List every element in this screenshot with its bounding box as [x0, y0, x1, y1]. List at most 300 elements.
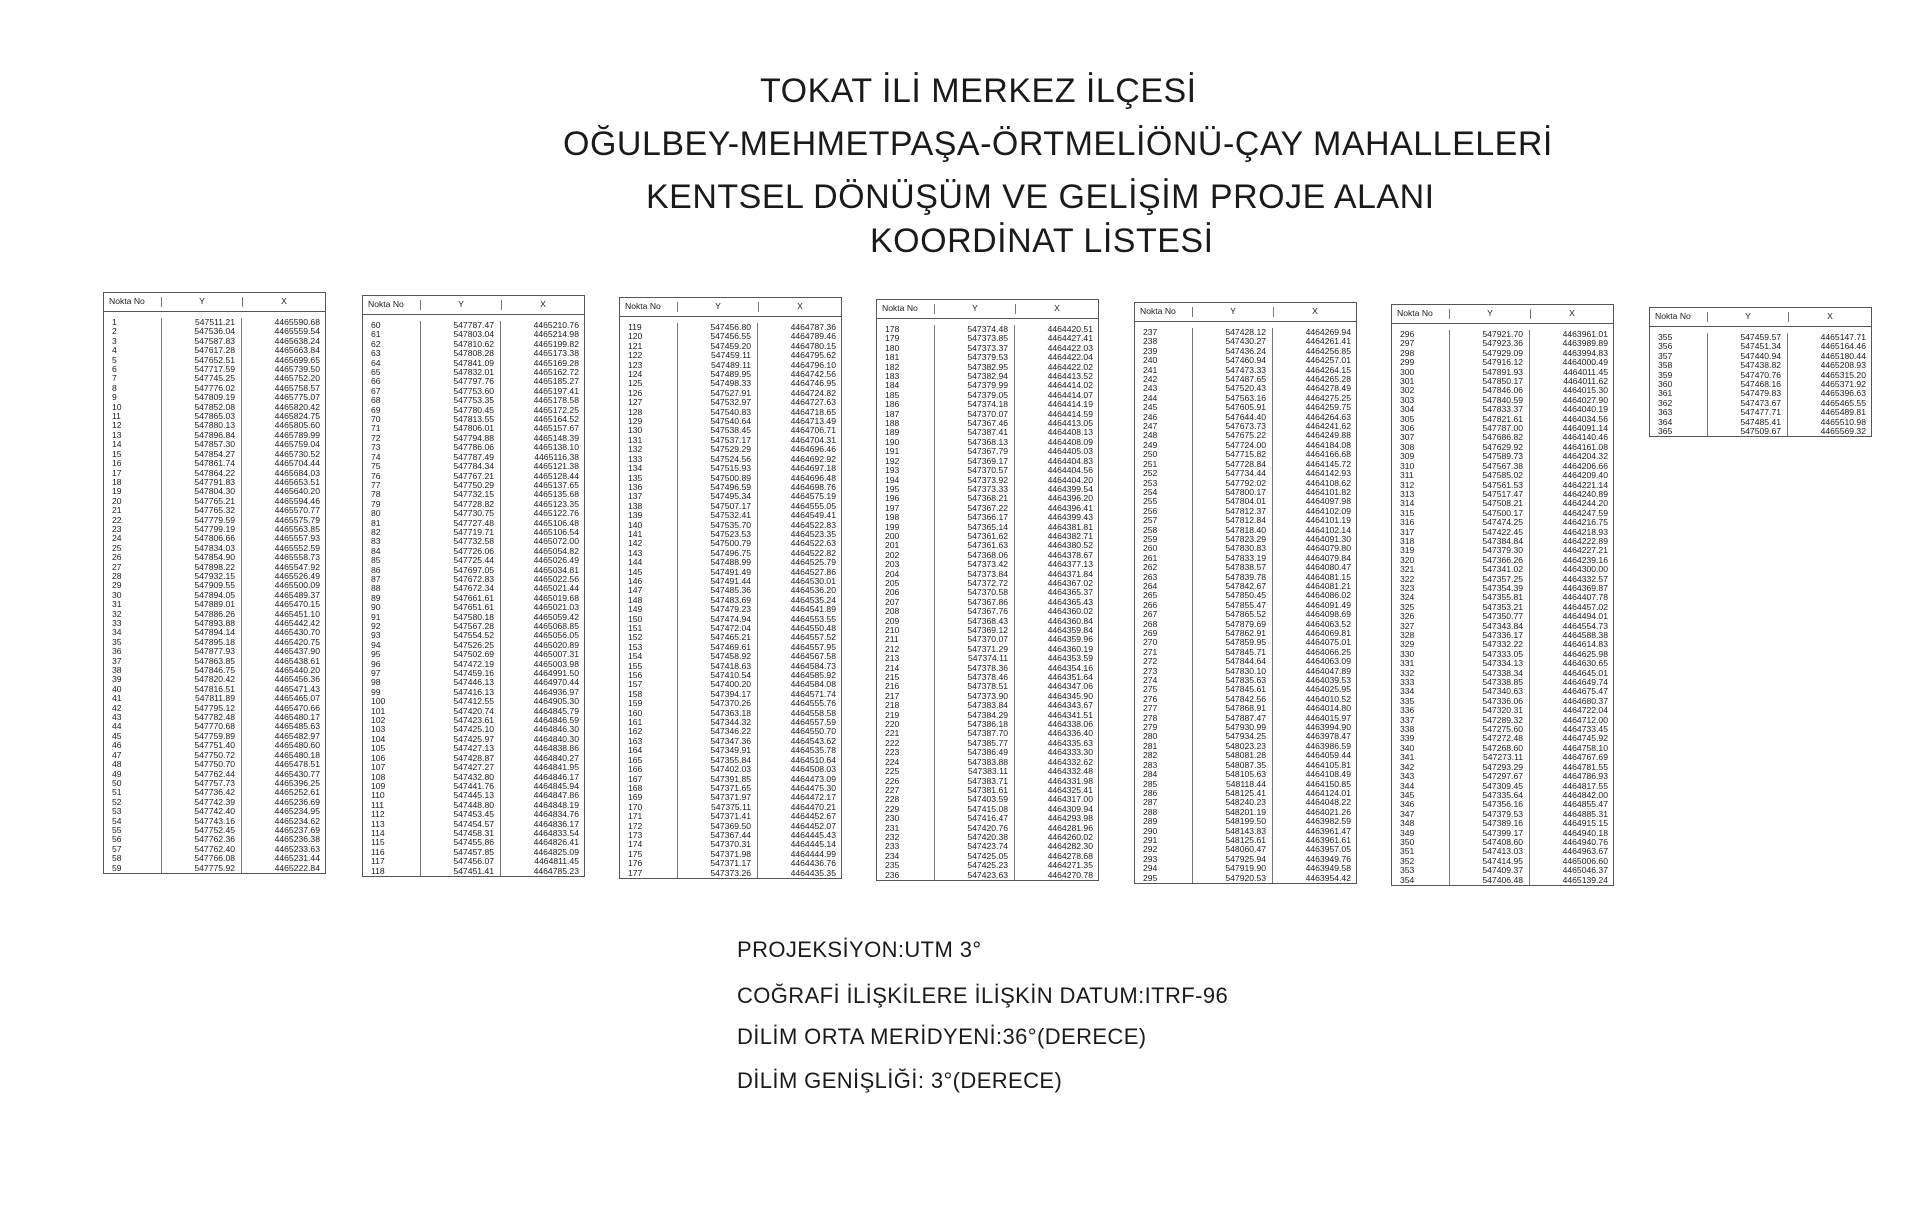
y-coordinate-cell: 547500.79 [710, 538, 751, 549]
point-no-cell: 352 [1400, 855, 1415, 866]
point-no-cell: 183 [885, 371, 900, 382]
point-no-cell: 264 [1143, 580, 1158, 591]
point-no-cell: 70 [371, 414, 381, 425]
x-coordinate-cell: 4464011.62 [1563, 376, 1608, 387]
y-coordinate-cell: 547354.39 [1482, 582, 1523, 593]
point-no-cell: 301 [1400, 376, 1415, 387]
point-no-cell: 82 [371, 526, 381, 537]
y-coordinate-cell: 548125.41 [1225, 787, 1266, 798]
y-coordinate-cell: 547374.48 [967, 324, 1008, 334]
y-coordinate-cell: 547372.72 [967, 577, 1008, 588]
y-coordinate-cell: 547367.76 [967, 606, 1008, 617]
y-coordinate-cell: 547823.29 [1225, 533, 1266, 544]
column-header-x: X [540, 299, 546, 310]
y-coordinate-cell: 547456.55 [710, 331, 751, 342]
column-header-x: X [1569, 308, 1575, 319]
x-coordinate-cell: 4465007.31 [533, 649, 579, 660]
point-no-cell: 46 [112, 740, 122, 751]
y-coordinate-cell: 547459.11 [711, 350, 751, 361]
x-coordinate-cell: 4465106.54 [533, 526, 579, 537]
point-no-cell: 132 [628, 444, 643, 455]
point-no-cell: 244 [1143, 392, 1158, 403]
point-no-cell: 185 [885, 389, 900, 400]
y-coordinate-cell: 547804.01 [1225, 496, 1266, 507]
x-coordinate-cell: 4465451.10 [274, 608, 320, 619]
point-no-cell: 231 [885, 822, 900, 833]
y-coordinate-cell: 547762.36 [194, 834, 235, 845]
x-coordinate-cell: 4465557.93 [274, 533, 320, 544]
x-coordinate-cell: 4464367.02 [1047, 577, 1093, 588]
y-coordinate-cell: 547797.76 [453, 376, 494, 387]
point-no-cell: 320 [1400, 554, 1415, 565]
point-no-cell: 349 [1400, 827, 1415, 838]
point-no-cell: 12 [112, 420, 122, 431]
point-no-cell: 98 [371, 677, 381, 688]
x-coordinate-cell: 4464567.58 [790, 651, 836, 662]
point-no-cell: 75 [371, 461, 381, 472]
x-coordinate-cell: 4464527.86 [790, 566, 836, 577]
point-no-cell: 171 [628, 811, 643, 822]
x-coordinate-cell: 4465558.73 [274, 552, 320, 563]
point-no-cell: 267 [1143, 609, 1158, 620]
y-coordinate-cell: 547432.80 [453, 771, 494, 782]
x-coordinate-cell: 4464399.43 [1047, 512, 1093, 523]
x-coordinate-cell: 4464713.49 [790, 416, 836, 427]
point-no-cell: 354 [1400, 874, 1415, 885]
point-no-cell: 74 [371, 451, 381, 462]
y-coordinate-cell: 547309.45 [1482, 780, 1523, 791]
y-coordinate-cell: 547458.31 [453, 827, 494, 838]
point-no-cell: 302 [1400, 385, 1415, 396]
point-no-cell: 163 [628, 735, 643, 746]
x-coordinate-cell: 4464140.46 [1562, 432, 1608, 443]
point-no-cell: 311 [1400, 470, 1414, 481]
y-coordinate-cell: 547808.28 [453, 348, 494, 359]
column-header-y: Y [162, 297, 243, 306]
x-coordinate-cell: 4464553.55 [790, 613, 836, 624]
point-no-cell: 312 [1400, 479, 1415, 490]
y-coordinate-cell: 547436.24 [1225, 345, 1266, 356]
x-coordinate-cell: 4464351.64 [1047, 672, 1093, 683]
x-coordinate-cell: 4465440.20 [274, 665, 320, 676]
y-coordinate-cell: 547629.92 [1482, 441, 1523, 452]
y-coordinate-cell: 547894.05 [194, 589, 235, 600]
point-no-cell: 269 [1143, 628, 1158, 638]
y-coordinate-column [1450, 330, 1530, 885]
x-coordinate-cell: 4465482.97 [274, 730, 320, 741]
x-coordinate-cell: 4464360.84 [1047, 615, 1093, 626]
table-header [877, 300, 1098, 319]
y-coordinate-cell: 548105.63 [1225, 769, 1266, 780]
x-coordinate-cell: 4465552.59 [274, 542, 320, 553]
document-title-line-2: OĞULBEY-MEHMETPAŞA-ÖRTMELİÖNÜ-ÇAY MAHALLELERİ [563, 125, 1553, 163]
x-coordinate-cell: 4464244.20 [1562, 498, 1608, 509]
y-coordinate-cell: 547766.08 [194, 853, 235, 864]
x-coordinate-cell: 4465480.60 [274, 740, 320, 751]
y-coordinate-cell: 547820.42 [194, 674, 235, 685]
point-no-cell: 229 [885, 803, 900, 814]
y-coordinate-cell: 547353.21 [1482, 601, 1523, 612]
point-no-cell: 71 [371, 423, 381, 434]
point-no-cell: 334 [1400, 686, 1415, 697]
point-no-cell: 6 [112, 364, 117, 375]
point-no-cell: 156 [628, 670, 643, 681]
x-coordinate-cell: 4464846.17 [533, 771, 579, 782]
x-coordinate-cell: 4464555.76 [790, 698, 836, 709]
point-no-cell: 216 [885, 681, 900, 692]
point-no-cell: 93 [371, 630, 381, 641]
y-coordinate-cell: 547425.23 [967, 860, 1008, 871]
point-no-cell: 73 [371, 442, 381, 453]
x-coordinate-cell: 4464558.58 [790, 707, 836, 718]
x-coordinate-cell: 4465197.41 [533, 385, 579, 396]
y-coordinate-cell: 547373.90 [967, 690, 1008, 701]
y-coordinate-cell: 547485.41 [1740, 416, 1781, 427]
y-coordinate-cell: 547894.14 [194, 627, 235, 638]
point-no-cell: 214 [885, 662, 900, 673]
point-no-cell: 127 [628, 397, 643, 408]
x-coordinate-cell: 4463961.01 [1562, 329, 1608, 339]
x-coordinate-cell: 4464282.30 [1047, 841, 1093, 852]
y-coordinate-cell: 547408.60 [1482, 836, 1523, 847]
x-coordinate-cell: 4464510.64 [790, 754, 836, 765]
point-no-cell: 304 [1400, 404, 1415, 415]
y-coordinate-cell: 547537.17 [710, 434, 751, 445]
y-coordinate-cell: 547500.89 [710, 472, 751, 483]
y-coordinate-cell: 547920.53 [1225, 872, 1266, 883]
point-no-cell: 182 [885, 361, 900, 372]
point-no-cell: 152 [628, 632, 643, 643]
point-no-cell: 204 [885, 568, 900, 579]
x-coordinate-cell: 4464333.30 [1047, 747, 1093, 758]
point-no-cell: 202 [885, 549, 900, 560]
x-coordinate-cell: 4464382.71 [1047, 530, 1093, 541]
point-no-cell: 21 [112, 505, 122, 516]
point-no-cell: 81 [371, 517, 381, 528]
point-no-cell: 254 [1143, 486, 1158, 497]
x-coordinate-cell: 4465396.63 [1820, 388, 1866, 399]
y-coordinate-cell: 547672.34 [453, 583, 494, 594]
y-coordinate-cell: 547921.70 [1482, 329, 1523, 339]
x-coordinate-cell: 4464396.41 [1047, 502, 1093, 513]
x-coordinate-cell: 4465006.60 [1562, 855, 1608, 866]
point-no-cell: 131 [628, 434, 643, 445]
x-coordinate-cell: 4465559.54 [274, 326, 320, 337]
point-no-cell: 255 [1143, 496, 1158, 507]
x-coordinate-cell: 4464079.84 [1305, 552, 1351, 563]
y-coordinate-cell: 547370.07 [967, 408, 1008, 419]
y-coordinate-cell: 547495.34 [710, 491, 751, 502]
x-coordinate-cell: 4464571.74 [790, 688, 836, 699]
x-coordinate-cell: 4465019.68 [533, 592, 579, 603]
point-no-cell: 113 [371, 818, 385, 829]
x-coordinate-cell: 4464047.89 [1305, 665, 1351, 676]
y-coordinate-cell: 547782.48 [194, 712, 235, 723]
y-coordinate-cell: 547532.41 [710, 510, 751, 521]
x-coordinate-cell: 4464557.95 [790, 641, 836, 652]
x-coordinate-cell: 4464338.06 [1047, 719, 1093, 730]
x-coordinate-cell: 4465214.98 [533, 329, 579, 340]
x-coordinate-cell: 4465470.66 [274, 702, 320, 713]
point-no-column [620, 323, 678, 878]
point-no-cell: 300 [1400, 366, 1415, 377]
y-coordinate-cell: 547379.99 [967, 380, 1008, 391]
point-no-cell: 357 [1658, 350, 1673, 361]
point-no-cell: 194 [885, 474, 900, 485]
coordinate-table-5 [1134, 302, 1357, 884]
x-coordinate-cell: 4465210.76 [533, 320, 579, 330]
point-no-cell: 180 [885, 342, 900, 353]
y-coordinate-cell: 547459.57 [1740, 332, 1781, 342]
y-coordinate-cell: 547835.63 [1225, 675, 1266, 686]
point-no-cell: 339 [1400, 733, 1415, 744]
y-coordinate-cell: 547418.63 [710, 660, 751, 671]
point-no-cell: 154 [628, 651, 643, 662]
x-coordinate-cell: 4464281.96 [1047, 822, 1093, 833]
y-coordinate-cell: 547320.31 [1482, 705, 1523, 716]
y-coordinate-cell: 547767.21 [453, 470, 494, 481]
point-no-cell: 351 [1400, 846, 1415, 857]
y-coordinate-cell: 547415.08 [967, 803, 1008, 814]
x-coordinate-cell: 4465371.92 [1820, 379, 1866, 390]
x-coordinate-cell: 4464261.41 [1305, 336, 1351, 347]
y-coordinate-cell: 547784.34 [453, 461, 494, 472]
x-coordinate-cell: 4464781.55 [1562, 761, 1608, 772]
x-coordinate-cell: 4464240.89 [1562, 488, 1608, 499]
x-coordinate-cell: 4464584.08 [790, 679, 836, 690]
y-coordinate-cell: 547730.75 [453, 508, 494, 519]
y-coordinate-column [421, 321, 501, 876]
y-coordinate-cell: 547363.18 [710, 707, 751, 718]
point-no-cell: 245 [1143, 402, 1158, 413]
x-coordinate-cell: 4465199.82 [533, 338, 579, 349]
x-coordinate-cell: 4464091.14 [1562, 423, 1608, 434]
point-no-cell: 94 [371, 639, 381, 650]
point-no-cell: 331 [1400, 658, 1415, 669]
point-no-cell: 40 [112, 683, 122, 694]
point-no-cell: 332 [1400, 667, 1415, 678]
point-no-cell: 16 [112, 458, 122, 469]
point-no-cell: 306 [1400, 423, 1415, 434]
x-coordinate-cell: 4465147.71 [1820, 332, 1866, 342]
x-coordinate-cell: 4464247.59 [1562, 507, 1608, 518]
point-no-cell: 30 [112, 589, 122, 600]
x-coordinate-cell: 4464991.50 [533, 668, 579, 679]
y-coordinate-cell: 547893.88 [194, 618, 235, 628]
y-coordinate-cell: 548240.23 [1225, 797, 1266, 808]
point-no-cell: 26 [112, 552, 122, 563]
point-no-cell: 328 [1400, 630, 1415, 640]
x-coordinate-cell: 4464780.15 [790, 340, 836, 351]
y-coordinate-cell: 547370.31 [710, 839, 751, 850]
x-coordinate-cell: 4464184.08 [1305, 439, 1351, 450]
x-coordinate-cell: 4464408.09 [1047, 436, 1093, 447]
y-coordinate-cell: 547538.45 [710, 425, 751, 436]
x-coordinate-cell: 4464785.23 [533, 865, 579, 876]
y-coordinate-cell: 547378.46 [967, 672, 1008, 683]
x-coordinate-cell: 4465824.75 [274, 411, 320, 422]
point-no-cell: 365 [1658, 426, 1673, 437]
x-coordinate-cell: 4465638.24 [274, 335, 320, 346]
point-no-cell: 36 [112, 646, 122, 657]
x-coordinate-cell: 4464275.25 [1305, 392, 1351, 403]
x-coordinate-cell: 4464557.59 [790, 717, 836, 728]
y-coordinate-cell: 547750.29 [453, 479, 494, 490]
y-coordinate-cell: 547833.37 [1482, 404, 1523, 415]
point-no-cell: 268 [1143, 618, 1158, 629]
column-header-point-no: Nokta No [1135, 307, 1193, 316]
x-coordinate-cell: 4465575.79 [274, 514, 320, 525]
y-coordinate-cell: 547465.21 [710, 632, 751, 643]
point-no-cell: 358 [1658, 360, 1673, 371]
point-no-cell: 220 [885, 719, 900, 730]
x-coordinate-cell: 4464625.98 [1562, 648, 1608, 659]
point-no-cell: 130 [628, 425, 643, 436]
y-coordinate-cell: 547387.41 [967, 427, 1008, 438]
point-no-cell: 78 [371, 489, 381, 500]
y-coordinate-cell: 547752.45 [194, 824, 235, 835]
point-no-cell: 170 [628, 801, 643, 812]
y-coordinate-cell: 547335.64 [1482, 789, 1523, 800]
x-coordinate-cell: 4464269.94 [1305, 327, 1351, 337]
x-coordinate-cell: 4464145.72 [1305, 458, 1351, 469]
y-coordinate-cell: 547445.13 [453, 790, 494, 801]
x-coordinate-cell: 4465569.32 [1820, 426, 1866, 437]
y-coordinate-cell: 547734.44 [1225, 468, 1266, 479]
x-coordinate-cell: 4464063.52 [1305, 618, 1351, 629]
point-no-cell: 56 [112, 834, 122, 845]
x-coordinate-cell: 4464335.63 [1047, 737, 1093, 748]
y-coordinate-cell: 547535.70 [710, 519, 751, 530]
x-coordinate-cell: 4464845.79 [533, 705, 579, 716]
y-coordinate-cell: 547673.73 [1225, 421, 1266, 432]
point-no-cell: 27 [112, 561, 122, 572]
x-coordinate-cell: 4464522.82 [790, 547, 836, 558]
point-no-cell: 128 [628, 406, 643, 417]
x-coordinate-cell: 4464846.59 [533, 715, 579, 726]
x-coordinate-cell: 4465704.44 [274, 458, 320, 469]
point-no-cell: 230 [885, 813, 900, 824]
y-coordinate-cell: 547923.36 [1482, 338, 1523, 349]
x-coordinate-cell: 4465169.28 [533, 357, 579, 368]
y-coordinate-cell: 547508.21 [1482, 498, 1523, 509]
y-coordinate-cell: 547567.38 [1482, 460, 1523, 471]
y-coordinate-cell: 547403.59 [967, 794, 1008, 805]
point-no-cell: 280 [1143, 731, 1158, 742]
y-coordinate-cell: 547371.65 [710, 782, 751, 793]
point-no-cell: 364 [1658, 416, 1673, 427]
y-coordinate-cell: 547378.36 [967, 662, 1008, 673]
table-body [877, 319, 1098, 880]
y-coordinate-cell: 547517.47 [1482, 488, 1523, 499]
x-coordinate-cell: 4465438.61 [274, 655, 320, 666]
x-coordinate-cell: 4464530.01 [790, 575, 836, 586]
x-coordinate-cell: 4464063.09 [1305, 656, 1351, 667]
point-no-cell: 287 [1143, 797, 1158, 808]
point-no-cell: 111 [371, 799, 385, 810]
y-coordinate-cell: 547736.42 [194, 787, 235, 798]
point-no-cell: 57 [112, 843, 122, 854]
point-no-cell: 261 [1143, 552, 1158, 563]
point-no-cell: 106 [371, 752, 386, 763]
x-coordinate-cell: 4464838.86 [533, 743, 579, 754]
y-coordinate-cell: 547333.05 [1482, 648, 1523, 659]
point-no-cell: 324 [1400, 592, 1415, 603]
x-coordinate-cell: 4465570.77 [274, 505, 320, 516]
x-coordinate-cell: 4464259.75 [1305, 402, 1351, 413]
y-coordinate-cell: 547561.53 [1482, 479, 1523, 490]
y-coordinate-cell: 547479.83 [1740, 388, 1781, 399]
document-title-line-3: KENTSEL DÖNÜŞÜM VE GELİŞİM PROJE ALANI [646, 178, 1435, 216]
point-no-cell: 356 [1658, 341, 1673, 352]
x-coordinate-cell: 4464091.30 [1305, 533, 1351, 544]
x-coordinate-cell: 4464081.21 [1305, 580, 1351, 591]
point-no-cell: 165 [628, 754, 643, 765]
x-coordinate-cell: 4464727.63 [790, 397, 836, 408]
point-no-cell: 198 [885, 512, 900, 523]
point-no-cell: 126 [628, 387, 643, 398]
y-coordinate-cell: 547379.53 [1482, 808, 1523, 819]
x-coordinate-cell: 4464010.52 [1305, 693, 1351, 704]
x-coordinate-cell: 4464332.62 [1047, 756, 1093, 767]
y-coordinate-cell: 547540.64 [710, 416, 751, 427]
x-coordinate-cell: 4464081.15 [1305, 571, 1351, 582]
y-coordinate-cell: 547336.06 [1482, 695, 1523, 706]
x-coordinate-cell: 4464331.98 [1047, 775, 1093, 786]
column-header-x: X [1827, 311, 1833, 322]
central-meridian-info: DİLİM ORTA MERİDYENİ:36°(DERECE) [737, 1024, 1147, 1049]
point-no-cell: 157 [628, 679, 643, 690]
point-no-cell: 90 [371, 602, 381, 613]
y-coordinate-cell: 547842.67 [1225, 580, 1266, 591]
y-coordinate-cell: 547458.92 [710, 651, 751, 662]
x-coordinate-cell: 4465020.89 [533, 639, 579, 650]
point-no-cell: 134 [628, 463, 643, 474]
x-coordinate-cell: 4465139.24 [1562, 874, 1608, 885]
point-no-cell: 97 [371, 668, 381, 679]
column-header-x: X [1312, 306, 1318, 317]
x-coordinate-cell: 4464767.69 [1562, 752, 1608, 763]
x-coordinate-cell: 4464834.76 [533, 809, 579, 820]
y-coordinate-cell: 547487.65 [1225, 374, 1266, 385]
point-no-cell: 322 [1400, 573, 1415, 584]
point-no-cell: 31 [112, 599, 122, 610]
x-coordinate-cell: 4465456.36 [274, 674, 320, 685]
x-coordinate-cell: 4465137.65 [533, 479, 579, 490]
y-coordinate-cell: 547477.71 [1740, 407, 1781, 418]
x-coordinate-cell: 4464575.19 [790, 491, 836, 502]
table-header [1135, 303, 1356, 322]
y-coordinate-cell: 547491.49 [710, 566, 751, 577]
y-coordinate-cell: 547422.45 [1482, 526, 1523, 537]
y-coordinate-cell: 547371.97 [710, 792, 751, 803]
point-no-cell: 24 [112, 533, 122, 544]
y-coordinate-cell: 547420.76 [967, 822, 1008, 833]
x-coordinate-cell: 4464108.62 [1305, 477, 1351, 488]
point-no-cell: 189 [885, 427, 900, 438]
x-coordinate-cell: 4464789.46 [790, 331, 836, 342]
y-coordinate-cell: 547367.22 [967, 502, 1008, 513]
point-no-cell: 326 [1400, 611, 1415, 622]
x-coordinate-cell: 4465072.00 [533, 536, 579, 547]
x-coordinate-cell: 4464027.90 [1562, 394, 1608, 405]
point-no-cell: 137 [628, 491, 643, 502]
y-coordinate-cell: 547891.93 [1482, 366, 1523, 377]
x-coordinate-cell: 4465480.17 [274, 712, 320, 723]
point-no-cell: 168 [628, 782, 643, 793]
y-coordinate-cell: 547441.76 [453, 780, 494, 791]
point-no-cell: 61 [371, 329, 381, 340]
